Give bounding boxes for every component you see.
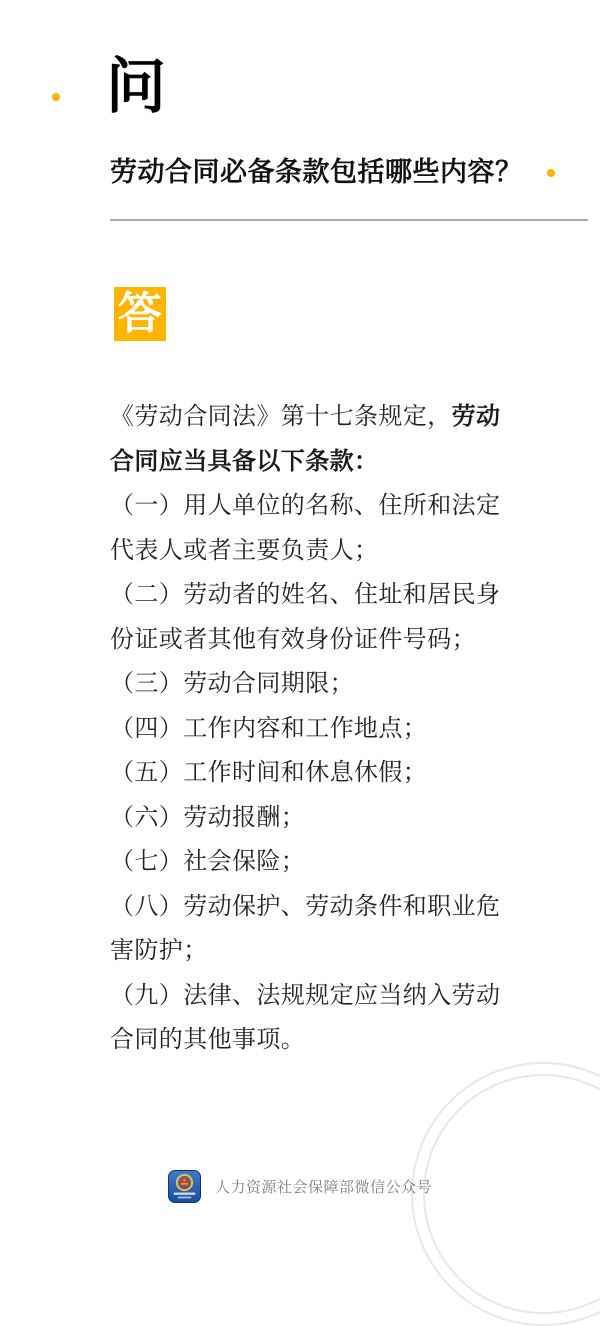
answer-item-8: （八）劳动保护、劳动条件和职业危害防护； xyxy=(110,892,501,964)
question-badge: 问 xyxy=(106,53,166,120)
question-title: 劳动合同必备条款包括哪些内容？ xyxy=(110,157,523,188)
answer-badge-char: 答 xyxy=(118,289,162,338)
answer-item-7: （七）社会保险； xyxy=(110,848,306,875)
answer-item-6: （六）劳动报酬； xyxy=(110,803,306,831)
answer-body xyxy=(110,395,514,1063)
footer xyxy=(0,1170,600,1203)
answer-item-1: （一）用人单位的名称、住所和法定代表人或者主要负责人； xyxy=(110,492,501,564)
footer-caption: 人力资源社会保障部微信公众号 xyxy=(214,1179,432,1196)
answer-intro xyxy=(110,395,514,484)
answer-item-4: （四）工作内容和工作地点； xyxy=(110,714,428,742)
divider-line xyxy=(110,219,588,221)
answer-item-3: （三）劳动合同期限； xyxy=(110,670,354,697)
answer-intro-regular: 《劳动合同法》第十七条规定， xyxy=(110,403,452,430)
answer-badge xyxy=(114,287,166,341)
answer-item-9: （九）法律、法规规定应当纳入劳动合同的其他事项。 xyxy=(110,981,501,1053)
answer-item-2: （二）劳动者的姓名、住址和居民身份证或者其他有效身份证件号码； xyxy=(110,581,501,653)
answer-item-5: （五）工作时间和休息休假； xyxy=(110,759,428,786)
decor-dot-left xyxy=(52,93,60,101)
answer-intro-bold: 劳动合同应当具备以下条款： xyxy=(110,403,501,475)
mohrss-emblem-logo xyxy=(168,1170,201,1203)
